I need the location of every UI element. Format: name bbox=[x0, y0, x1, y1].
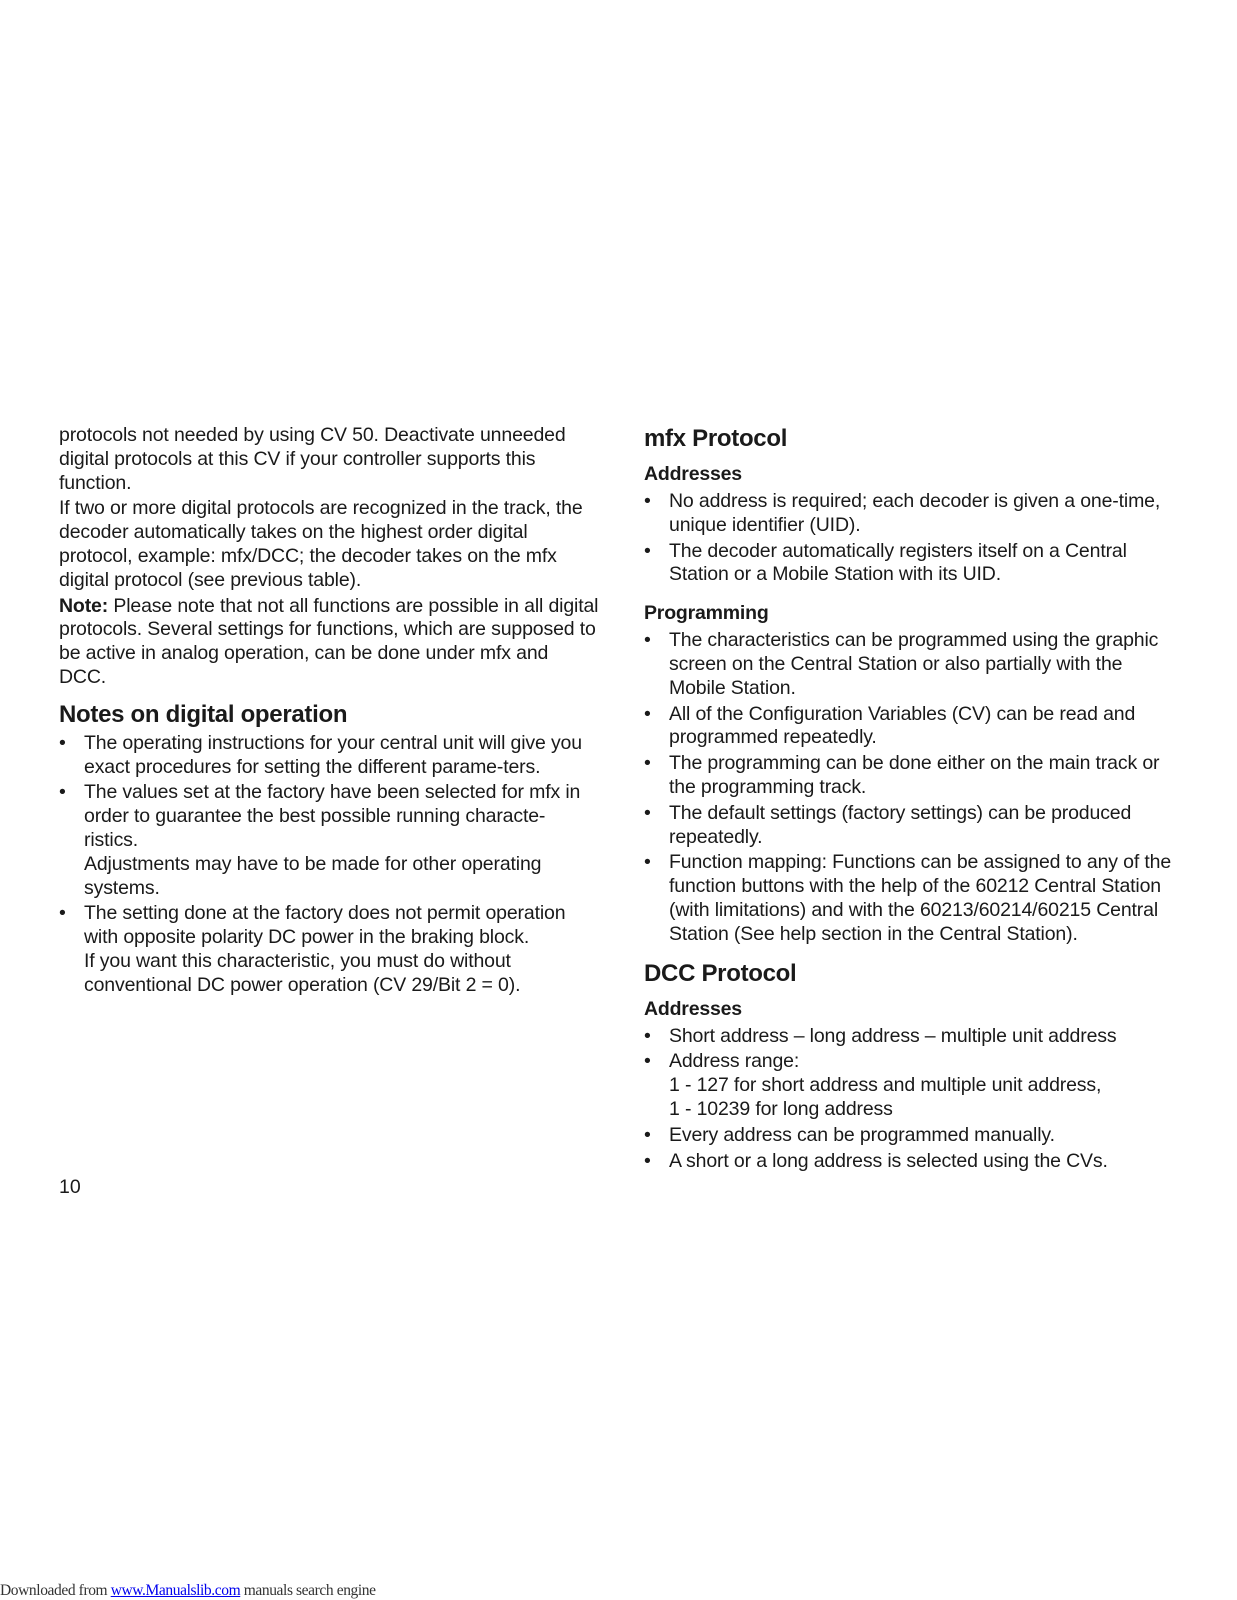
mfx-programming-heading: Programming bbox=[644, 602, 769, 625]
mfx-addresses-list bbox=[644, 490, 1184, 587]
bullet-icon: • bbox=[644, 702, 651, 725]
list-item-text-continued: 1 - 127 for short address and multiple unit address, bbox=[669, 1074, 1102, 1097]
bullet-icon: • bbox=[644, 752, 651, 775]
mfx-programming-list bbox=[644, 629, 1184, 946]
list-item bbox=[644, 851, 1184, 946]
list-item-text-continued: 1 - 10239 for long address bbox=[669, 1097, 893, 1120]
bullet-icon: • bbox=[644, 851, 651, 874]
bullet-icon: • bbox=[644, 1149, 651, 1172]
list-item-text: The setting done at the factory does not permit operation with opposite polarity DC power in the braking block. bbox=[84, 902, 566, 949]
list-item-text: The decoder automatically registers itself on a Central Station or a Mobile Station with its UID. bbox=[669, 539, 1127, 586]
right-column bbox=[644, 424, 1184, 1173]
dcc-addresses-heading: Addresses bbox=[644, 997, 742, 1020]
bullet-icon: • bbox=[644, 629, 651, 652]
mfx-addresses-heading: Addresses bbox=[644, 463, 742, 485]
list-item-text: The characteristics can be programmed using the graphic screen on the Central Station or also partially with the Mobile Station. bbox=[669, 629, 1159, 699]
footer-suffix: manuals search engine bbox=[240, 1582, 376, 1599]
intro-paragraph-1: protocols not needed by using CV 50. Deactivate unneeded digital protocols at this CV if your controller supports this function. bbox=[59, 424, 566, 494]
list-item bbox=[644, 1124, 1184, 1148]
list-item-text: The programming can be done either on the main track or the programming track. bbox=[669, 752, 1160, 798]
bullet-icon: • bbox=[59, 902, 66, 925]
bullet-icon: • bbox=[644, 1024, 651, 1047]
page-number: 10 bbox=[59, 1176, 81, 1198]
manualslib-link[interactable]: www.Manualslib.com bbox=[110, 1582, 241, 1599]
bullet-icon: • bbox=[644, 801, 651, 824]
list-item bbox=[644, 1150, 1184, 1174]
list-item-text: A short or a long address is selected using the CVs. bbox=[669, 1149, 1108, 1172]
list-item bbox=[59, 781, 599, 900]
list-item-text: No address is required; each decoder is given a one-time, unique identifier (UID). bbox=[669, 490, 1161, 536]
list-item-text: All of the Configuration Variables (CV) can be read and programmed repeatedly. bbox=[669, 702, 1136, 749]
bullet-icon: • bbox=[644, 1123, 651, 1146]
list-item bbox=[644, 752, 1184, 800]
list-item-text-continued: Adjustments may have to be made for other operating systems. bbox=[84, 852, 542, 899]
list-item bbox=[644, 703, 1184, 751]
notes-heading: Notes on digital operation bbox=[59, 700, 348, 728]
note-lead: Note: bbox=[59, 594, 109, 617]
list-item bbox=[59, 902, 599, 997]
list-item-text-continued: If you want this characteristic, you must do without conventional DC power operation (CV 29/Bit 2 = 0). bbox=[84, 949, 521, 996]
list-item bbox=[644, 540, 1184, 588]
dcc-heading: DCC Protocol bbox=[644, 959, 797, 987]
bullet-icon: • bbox=[644, 539, 651, 562]
list-item bbox=[59, 732, 599, 780]
list-item-text: The operating instructions for your central unit will give you exact procedures for setting the different parame-ters. bbox=[84, 731, 582, 778]
list-item-text: The values set at the factory have been selected for mfx in order to guarantee the best possible running characte-ristics. bbox=[84, 781, 581, 851]
list-item-text: Address range: bbox=[669, 1050, 800, 1073]
intro-paragraph-2: If two or more digital protocols are recognized in the track, the decoder automatically takes on the highest order digital protocol, example: mfx/DCC; the decoder takes on the mfx digital protocol (see previous table). bbox=[59, 497, 583, 591]
bullet-icon: • bbox=[644, 490, 651, 512]
list-item bbox=[644, 1050, 1184, 1121]
list-item bbox=[644, 802, 1184, 850]
note-text: Please note that not all functions are possible in all digital protocols. Several settings for functions, which are supposed to be active in analog operation, can be done under mfx and DCC. bbox=[59, 594, 599, 688]
list-item-text: Every address can be programmed manually. bbox=[669, 1123, 1055, 1146]
notes-list bbox=[59, 732, 599, 998]
dcc-addresses-list bbox=[644, 1025, 1184, 1174]
mfx-heading: mfx Protocol bbox=[644, 425, 788, 452]
list-item-text: Function mapping: Functions can be assigned to any of the function buttons with the help of the 60212 Central Station (with limitations) and with the 60213/60214/60215 Central Station (See help section in the Central Station). bbox=[669, 851, 1172, 945]
left-column bbox=[59, 424, 599, 998]
bullet-icon: • bbox=[59, 781, 66, 804]
list-item-text: The default settings (factory settings) can be produced repeatedly. bbox=[669, 801, 1132, 848]
list-item bbox=[644, 490, 1184, 538]
note-paragraph bbox=[59, 595, 599, 690]
list-item bbox=[644, 1025, 1184, 1049]
bullet-icon: • bbox=[644, 1050, 651, 1073]
footer bbox=[0, 1582, 376, 1600]
list-item bbox=[644, 629, 1184, 700]
bullet-icon: • bbox=[59, 731, 66, 754]
footer-prefix: Downloaded from bbox=[0, 1582, 111, 1599]
list-item-text: Short address – long address – multiple unit address bbox=[669, 1024, 1117, 1047]
